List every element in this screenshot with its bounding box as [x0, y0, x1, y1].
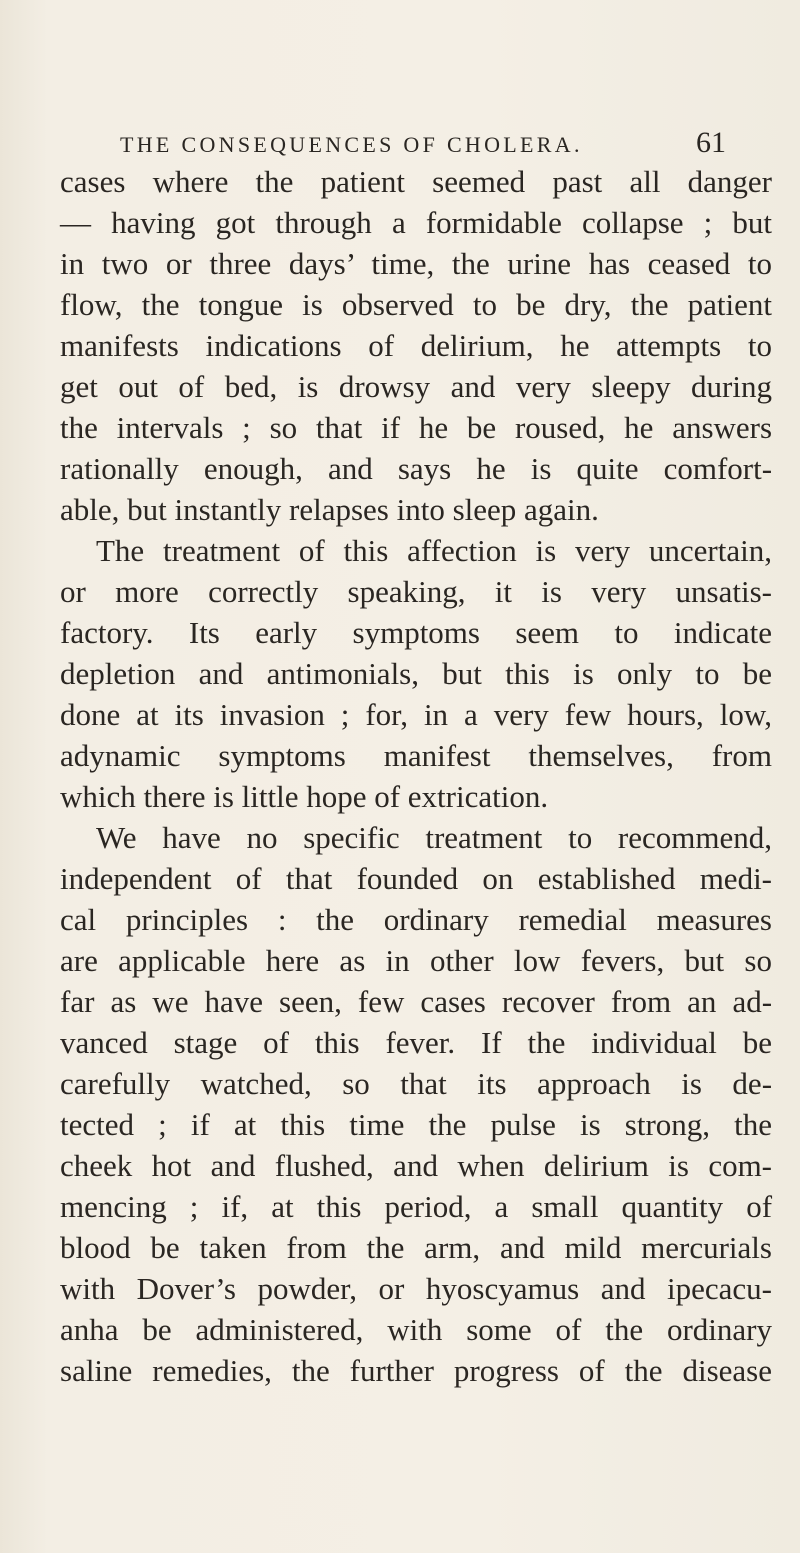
text-line: in two or three days’ time, the urine has ceased to	[60, 246, 772, 281]
text-line: independent of that founded on established medi-	[60, 861, 773, 896]
text-line: which there is little hope of extrication.	[60, 779, 549, 814]
text-line: are applicable here as in other low fevers, but so	[60, 943, 772, 978]
text-line: manifests indications of delirium, he attempts to	[60, 328, 772, 363]
text-line: far as we have seen, few cases recover from an ad-	[60, 984, 773, 1019]
text-line: The treatment of this affection is very uncertain,	[96, 533, 772, 568]
running-title: THE CONSEQUENCES OF CHOLERA.	[120, 132, 583, 157]
text-line: factory. Its early symptoms seem to indicate	[60, 615, 772, 650]
text-line: done at its invasion ; for, in a very few hours, low,	[60, 697, 772, 732]
text-line: cheek hot and flushed, and when delirium is com-	[60, 1148, 773, 1183]
text-line: with Dover’s powder, or hyoscyamus and ipecacu-	[60, 1271, 773, 1306]
text-line: the intervals ; so that if he be roused, he answers	[60, 410, 773, 445]
text-line: saline remedies, the further progress of the disease	[60, 1353, 772, 1388]
text-line: get out of bed, is drowsy and very sleepy during	[60, 369, 772, 404]
text-line: mencing ; if, at this period, a small quantity of	[60, 1189, 773, 1224]
page-number: 61	[696, 126, 726, 159]
text-line: cases where the patient seemed past all danger	[60, 164, 772, 199]
text-line: blood be taken from the arm, and mild mercurials	[60, 1230, 772, 1265]
text-line: depletion and antimonials, but this is only to be	[60, 656, 772, 691]
text-line: We have no specific treatment to recommend,	[96, 820, 773, 855]
text-line: rationally enough, and says he is quite comfort-	[60, 451, 773, 486]
text-line: able, but instantly relapses into sleep again.	[60, 492, 599, 527]
text-line: — having got through a formidable collapse ; but	[60, 205, 773, 240]
text-line: carefully watched, so that its approach is de-	[60, 1066, 773, 1101]
text-line: or more correctly speaking, it is very unsatis-	[60, 574, 772, 609]
text-line: tected ; if at this time the pulse is strong, the	[60, 1107, 773, 1142]
text-line: flow, the tongue is observed to be dry, the patient	[60, 287, 772, 322]
text-line: vanced stage of this fever. If the individual be	[60, 1025, 772, 1060]
text-line: cal principles : the ordinary remedial measures	[60, 902, 772, 937]
text-line: anha be administered, with some of the ordinary	[60, 1312, 772, 1347]
text-line: adynamic symptoms manifest themselves, from	[60, 738, 772, 773]
